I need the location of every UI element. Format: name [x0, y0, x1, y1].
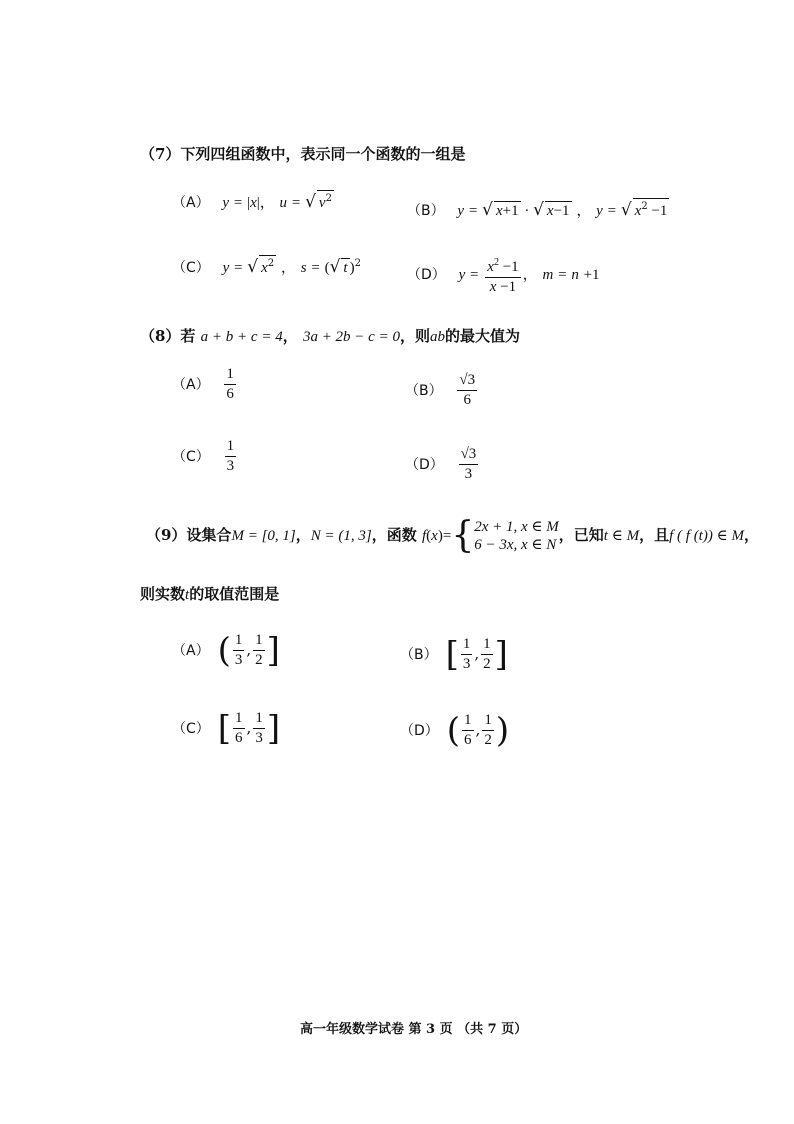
q9-option-b-left-bracket: [ [445, 634, 459, 675]
q8-condition-2: 3a + 2b − c = 0 [302, 329, 400, 345]
q9-option-d-b-num: 1 [482, 712, 494, 731]
q8-condition-1: a + b + c = 4 [200, 329, 283, 345]
q9-func-word: 函数 [386, 526, 417, 544]
q9-option-d: （D） ( $\frac{1}{6}$ , $\frac{1}{2}$ ) [400, 710, 510, 751]
q9-option-a-a-num: 1 [233, 632, 245, 651]
q8-option-c-num: 1 [225, 438, 237, 457]
q7-stem: （7）下列四组函数中，表示同一个函数的一组是 [140, 145, 466, 163]
q9-line2-end: 的取值范围是 [189, 585, 280, 603]
q9-option-b-a-den: 3 [462, 656, 471, 672]
q8-option-d-num: √3 [459, 446, 479, 465]
q9-option-b-right-bracket: ] [494, 634, 508, 675]
q9-option-c: （C） [ $\frac{1}{6}$ , $\frac{1}{3}$ ] [172, 708, 281, 749]
q9-option-a-right-bracket: ] [266, 630, 280, 671]
q8-option-c-den: 3 [226, 458, 235, 474]
q9-option-a-b-den: 2 [255, 652, 263, 668]
q7-option-a: （A） y = |x|， u = √ $v^2$ [172, 192, 332, 212]
q9-option-d-a-den: 6 [464, 732, 472, 748]
q8-option-a-den: 6 [226, 386, 234, 402]
q8-stem-prefix: （8）若 [140, 327, 196, 345]
q9-option-d-b-den: 2 [484, 732, 492, 748]
q9-stem: （9）设集合M = [0, 1]，N = (1, 3]，函数 f(x)={ 2x + 1, x ∈ M 6 − 3x, x ∈ N ，已知t ∈ M，且f ( f (t)) ∈ M， [146, 515, 759, 556]
q9-option-b-b-num: 1 [481, 636, 493, 655]
q8-option-c-label: （C） [172, 448, 210, 465]
q9-option-c-b-den: 3 [255, 730, 263, 746]
q9-option-a: （A） ( $\frac{1}{3}$ , $\frac{1}{2}$ ] [172, 630, 280, 671]
q9-option-c-a-den: 6 [235, 730, 243, 746]
page-footer: 高一年级数学试卷 第 3 页 （共 7 页） [300, 1022, 528, 1037]
q8-option-c [172, 438, 238, 475]
q9-and: 且 [654, 526, 670, 544]
q9-option-c-left-bracket: [ [217, 708, 232, 749]
q9-option-d-left-bracket: ( [446, 710, 461, 751]
q8-option-a [172, 366, 238, 403]
q7-option-b: （B） y = √ x+1 · √ x−1 ， y = √ $x^2 -1$ [407, 200, 668, 220]
q9-option-c-a-num: 1 [233, 710, 245, 729]
q9-set-n: N = (1, 3] [310, 528, 372, 544]
q8-option-d [405, 446, 480, 483]
q8-option-d-den: 3 [464, 466, 473, 482]
q8-stem: （8）若 a + b + c = 4， 3a + 2b − c = 0，则ab的最大值为 [140, 327, 520, 345]
q9-option-d-right-bracket: ) [495, 710, 510, 751]
q9-given: 已知 [573, 526, 604, 544]
q8-option-b-label: （B） [405, 382, 443, 399]
q9-option-a-b-num: 1 [253, 632, 265, 651]
q8-stem-mid: ，则 [399, 327, 430, 345]
q9-option-d-a-num: 1 [462, 712, 474, 731]
q7-option-b-label: （B） [407, 203, 445, 219]
q7-option-d: （D） y = $\frac{x^2 -1}{x -1}$ ， m = n +1 [407, 254, 600, 296]
q9-condition-f: f ( f (t)) ∈ M [669, 528, 744, 544]
q9-option-b: （B） [ $\frac{1}{3}$ , $\frac{1}{2}$ ] [400, 634, 508, 675]
q8-option-b-num: √3 [457, 372, 477, 391]
q7-option-d-label: （D） [407, 267, 446, 283]
q7-option-c: （C） y = √ $x^2$ ， s = (√ t )$^2$ [172, 257, 361, 277]
q9-option-a-a-den: 3 [234, 652, 243, 668]
q8-option-a-num: 1 [224, 366, 236, 385]
q9-option-b-a-num: 1 [461, 636, 473, 655]
q9-stem-prefix: （9）设集合 [146, 526, 232, 544]
q8-option-b [405, 372, 479, 409]
q9-stem-line2 [140, 583, 279, 604]
q9-option-a-left-bracket: ( [217, 630, 231, 671]
q9-option-d-label: （D） [400, 722, 439, 739]
q9-option-c-right-bracket: ] [266, 708, 281, 749]
q8-variable: ab [429, 329, 445, 345]
q9-set-m: M = [0, 1] [231, 528, 296, 544]
q8-option-a-label: （A） [172, 376, 210, 393]
q9-option-c-label: （C） [172, 720, 210, 737]
q9-line2-text: 则实数 [140, 585, 186, 603]
q8-option-d-label: （D） [405, 456, 444, 473]
q9-option-a-label: （A） [172, 642, 210, 659]
q9-option-b-label: （B） [400, 646, 438, 663]
q7-option-c-label: （C） [172, 260, 210, 276]
q9-case-1: 2x + 1, x ∈ M [474, 519, 559, 535]
q9-case-2: 6 − 3x, x ∈ N [474, 537, 557, 553]
q8-option-b-den: 6 [463, 392, 471, 408]
q8-stem-suffix: 的最大值为 [444, 327, 520, 345]
q9-option-b-b-den: 2 [483, 656, 491, 672]
q9-line2-var: t [185, 587, 190, 603]
q7-option-a-label: （A） [172, 195, 210, 211]
q9-condition-t: t ∈ M [603, 528, 640, 544]
q9-option-c-b-num: 1 [253, 710, 265, 729]
